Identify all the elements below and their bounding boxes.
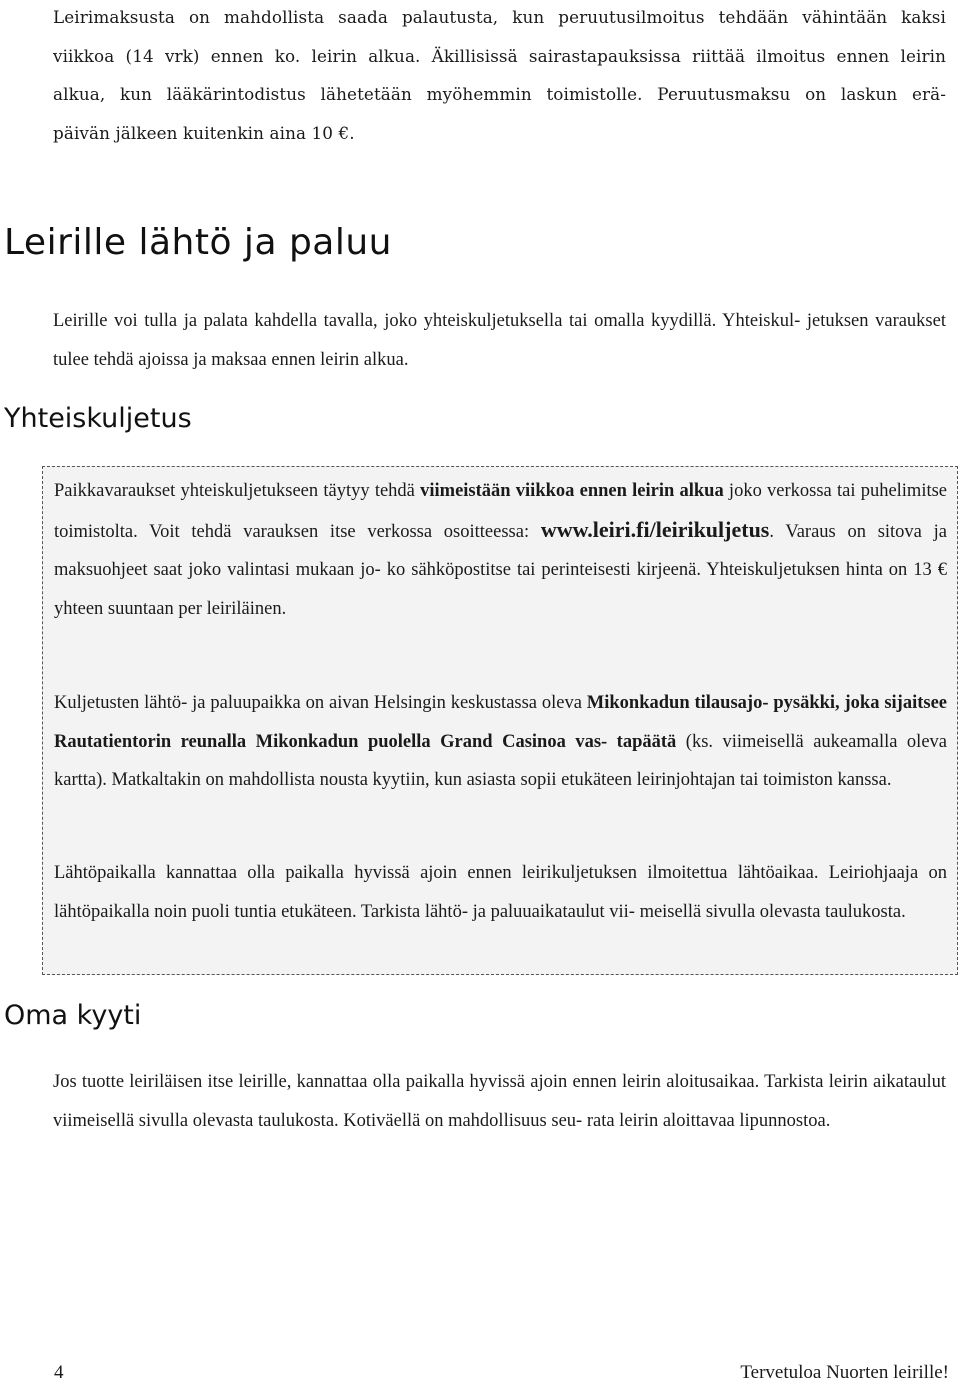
intro-line: viikkoa (14 vrk) ennen ko. leirin alkua. Äkillisissä sairastapauksissa riittää ilmoitus ennen leirin	[53, 45, 946, 66]
intro-line: päivän jälkeen kuitenkin aina 10 €.	[53, 122, 355, 143]
section-intro: Leirille voi tulla ja palata kahdella tavalla, joko yhteiskuljetuksella tai omalla kyydillä. Yhteiskul- jetuksen varaukset tulee tehdä ajoissa ja maksaa ennen leirin alkua.	[53, 311, 946, 370]
footer-title: Tervetuloa Nuorten leirille!	[740, 1362, 949, 1383]
yhteiskuljetus-paragraph-3: Lähtöpaikalla kannattaa olla paikalla hyvissä ajoin ennen leirikuljetuksen ilmoitettua lähtöaikaa. Leiriohjaaja on lähtöpaikalla noin puoli tuntia etukäteen. Tarkista lähtö- ja paluuaikataulut vii- meisellä sivulla olevasta taulukosta.	[54, 863, 947, 922]
yhteiskuljetus-box	[42, 466, 958, 975]
booking-url: www.leiri.fi/leirikuljetus	[540, 516, 770, 542]
intro-paragraph	[53, 0, 946, 152]
yhteiskuljetus-paragraph-2	[54, 684, 947, 800]
pickup-location-highlight: Mikonkadun tilausajo- pysäkki, joka sijaitsee Rautatientorin reunalla Mikonkadun puolella Grand Casinoa vas- tapäätä	[54, 693, 948, 752]
oma-kyyti-paragraph: Jos tuotte leiriläisen itse leirille, kannattaa olla paikalla hyvissä ajoin ennen leirin aloitusaikaa. Tarkista leirin aikataulut viimeisellä sivulla olevasta taulukosta. Kotiväellä on mahdollisuus seu- rata leirin aloittavaa lipunnostoa.	[53, 1072, 946, 1131]
deadline-highlight: viimeistään viikkoa ennen leirin alkua	[420, 481, 724, 501]
text-span: Kuljetusten lähtö- ja paluupaikka on aivan Helsingin keskustassa oleva	[54, 693, 587, 713]
oma-kyyti-heading: Oma kyyti	[4, 1000, 142, 1031]
text-span: . Varaus on sitova ja maksuohjeet saat joko valintasi mukaan jo- ko sähköpostitse tai perinteisesti kirjeenä. Yhteiskuljetuksen hinta on 13 € yhteen suuntaan per leiriläinen.	[54, 521, 947, 619]
text-span: joko verkossa tai puhelimitse toimistolta. Voit tehdä varauksen itse verkossa osoitteessa:	[54, 481, 948, 542]
intro-line: alkua, kun lääkärintodistus lähetetään myöhemmin toimistolle. Peruutusmaksu on laskun erä-	[53, 84, 946, 104]
section-heading: Leirille lähtö ja paluu	[4, 222, 392, 263]
text-span: (ks. viimeisellä aukeamalla oleva kartta). Matkaltakin on mahdollista nousta kyytiin, kun asiasta sopii etukäteen leirinjohtajan tai toimiston kanssa.	[54, 731, 947, 790]
yhteiskuljetus-paragraph-1	[54, 472, 947, 628]
intro-line: Leirimaksusta on mahdollista saada palautusta, kun peruutusilmoitus tehdään vähintään kaksi	[53, 7, 946, 27]
yhteiskuljetus-heading: Yhteiskuljetus	[4, 403, 192, 434]
text-span: Paikkavaraukset yhteiskuljetukseen täytyy tehdä	[54, 481, 421, 501]
page-number: 4	[54, 1362, 64, 1383]
